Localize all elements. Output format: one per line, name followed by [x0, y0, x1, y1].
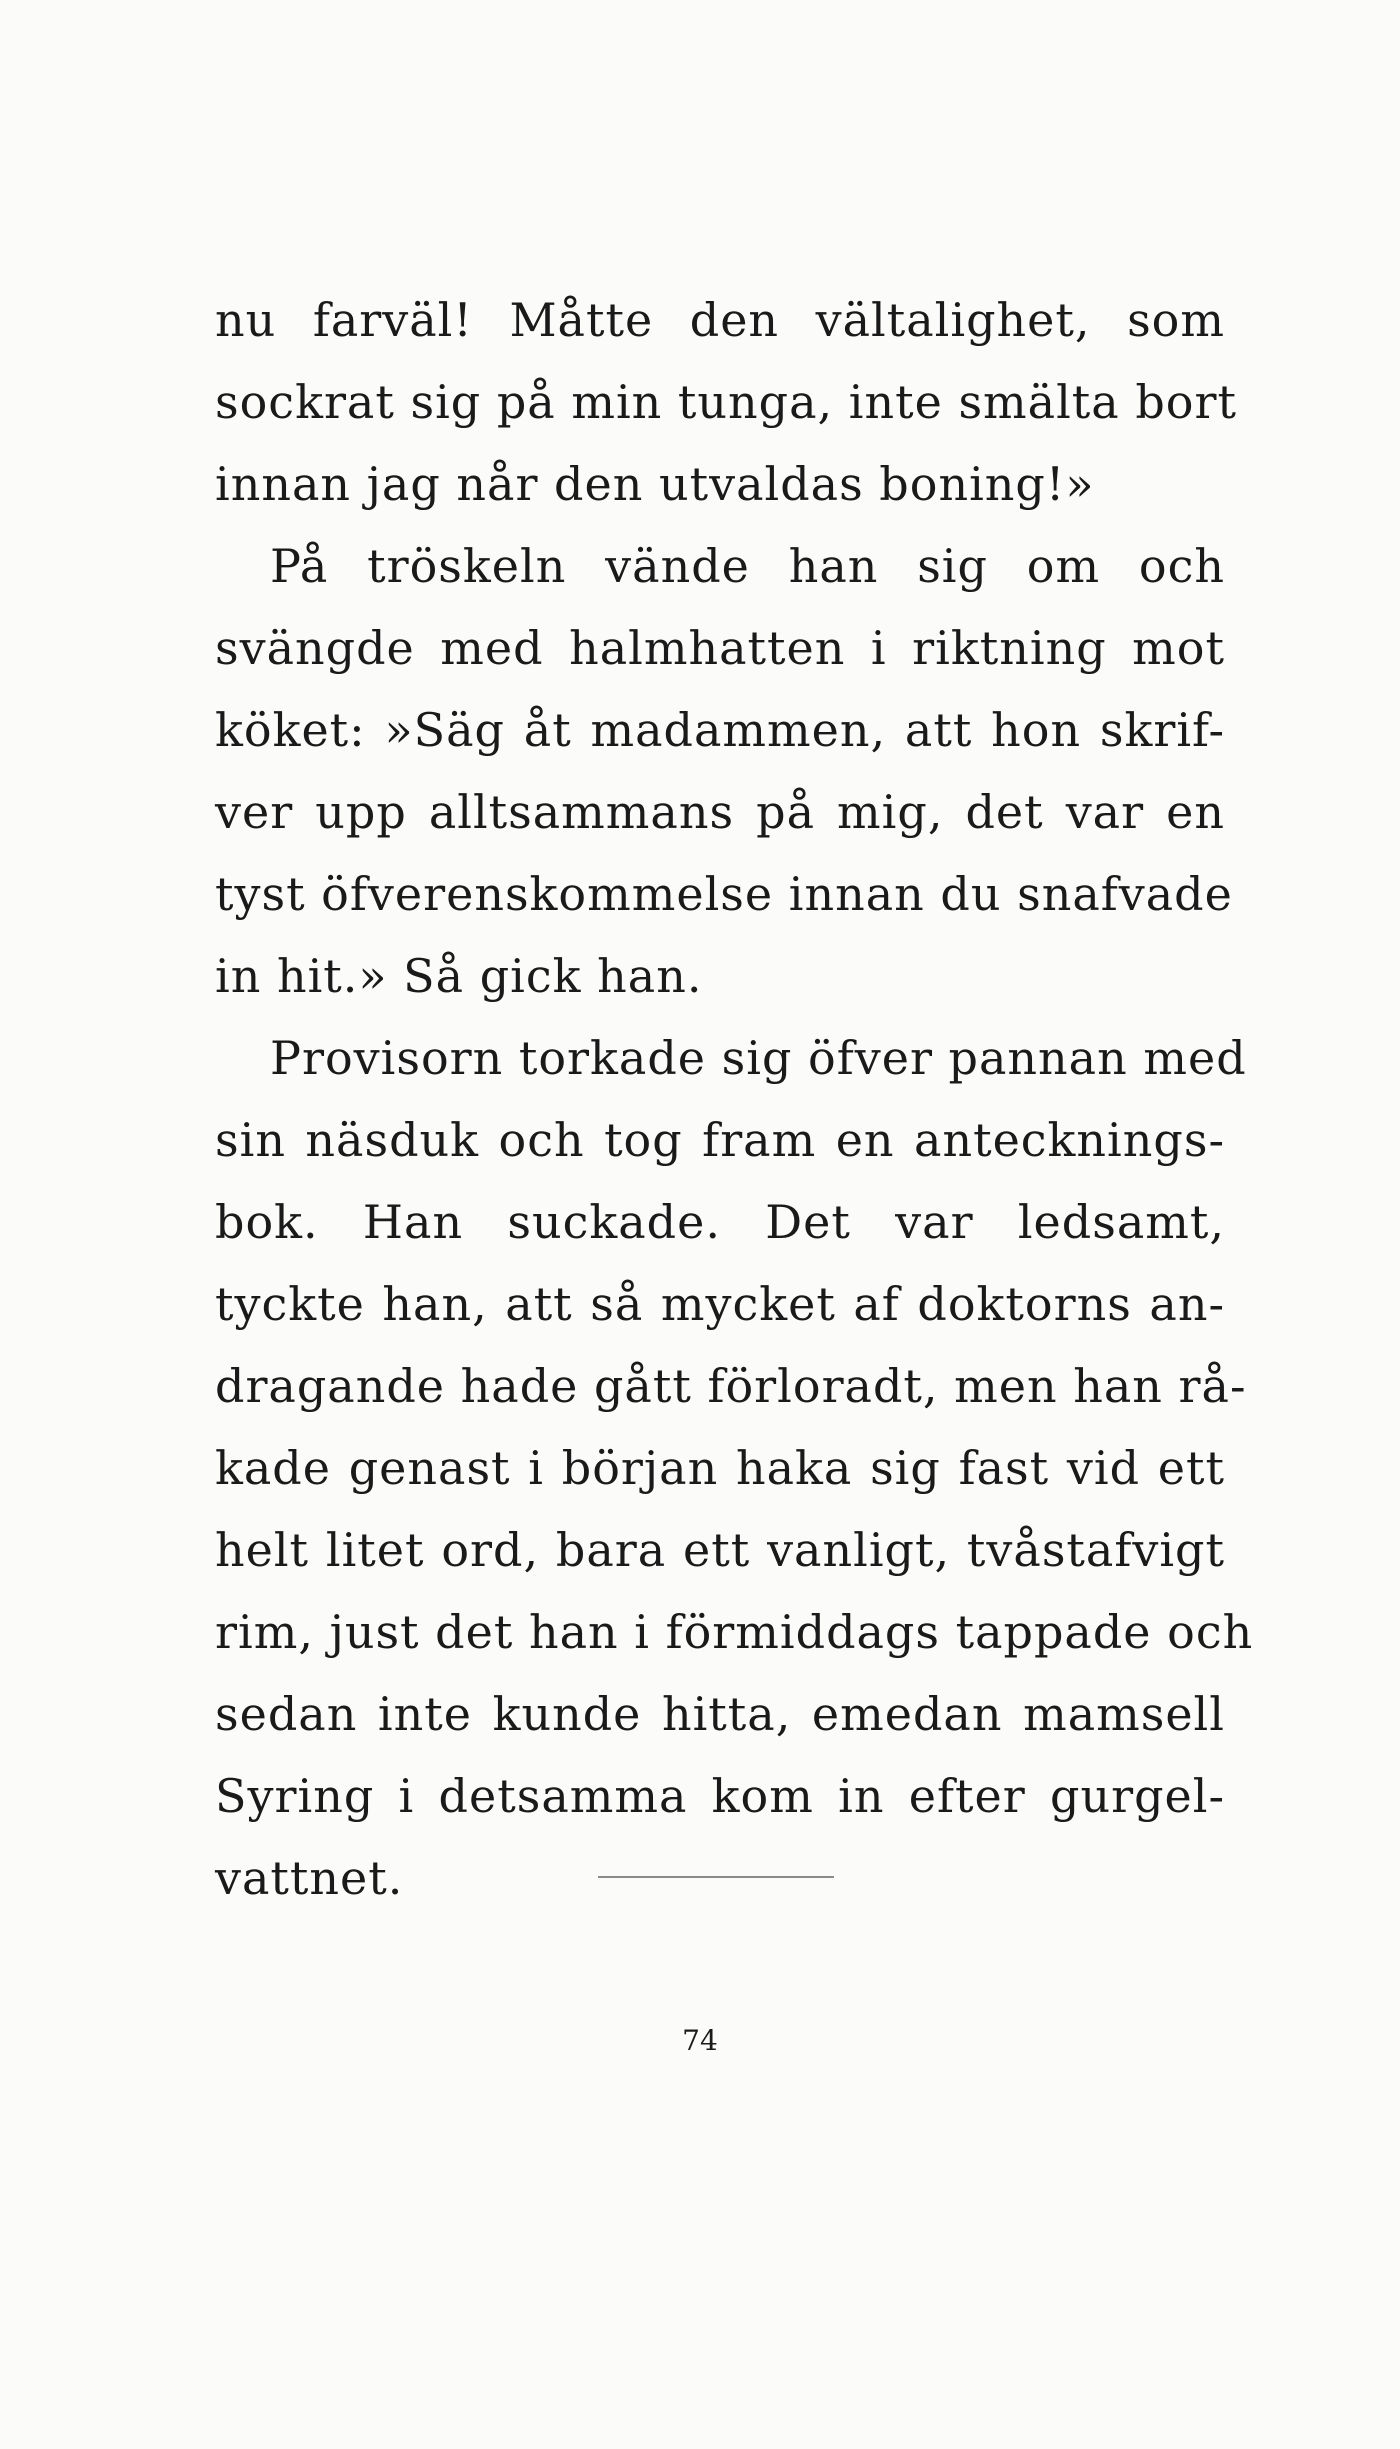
page-number: 74	[682, 2024, 718, 2057]
body-text	[215, 279, 1254, 1919]
text-line: helt litet ord, bara ett vanligt, tvåstafvigt	[215, 1523, 1225, 1577]
text-line: innan jag når den utvaldas boning!»	[215, 457, 1095, 511]
text-line: köket: »Säg åt madammen, att hon skrif-	[215, 703, 1225, 757]
section-divider	[598, 1876, 834, 1878]
text-line: På tröskeln vände han sig om och	[270, 539, 1225, 593]
text-line: nu farväl! Måtte den vältalighet, som	[215, 293, 1225, 347]
text-line: svängde med halmhatten i riktning mot	[215, 621, 1225, 675]
text-line: Syring i detsamma kom in efter gurgel-	[215, 1769, 1225, 1823]
text-line: bok. Han suckade. Det var ledsamt,	[215, 1195, 1225, 1249]
text-line: tyst öfverenskommelse innan du snafvade	[215, 867, 1233, 921]
text-line: sockrat sig på min tunga, inte smälta bort	[215, 375, 1237, 429]
text-line: rim, just det han i förmiddags tappade och	[215, 1605, 1254, 1659]
text-line: tyckte han, att så mycket af doktorns an-	[215, 1277, 1225, 1331]
text-line: sin näsduk och tog fram en antecknings-	[215, 1113, 1225, 1167]
text-line: in hit.» Så gick han.	[215, 949, 703, 1003]
text-line: ver upp alltsammans på mig, det var en	[215, 785, 1225, 839]
text-line: dragande hade gått förloradt, men han rå-	[215, 1359, 1247, 1413]
text-line: vattnet.	[215, 1851, 404, 1905]
text-line: sedan inte kunde hitta, emedan mamsell	[215, 1687, 1225, 1741]
text-line: Provisorn torkade sig öfver pannan med	[270, 1031, 1247, 1085]
text-line: kade genast i början haka sig fast vid ett	[215, 1441, 1225, 1495]
